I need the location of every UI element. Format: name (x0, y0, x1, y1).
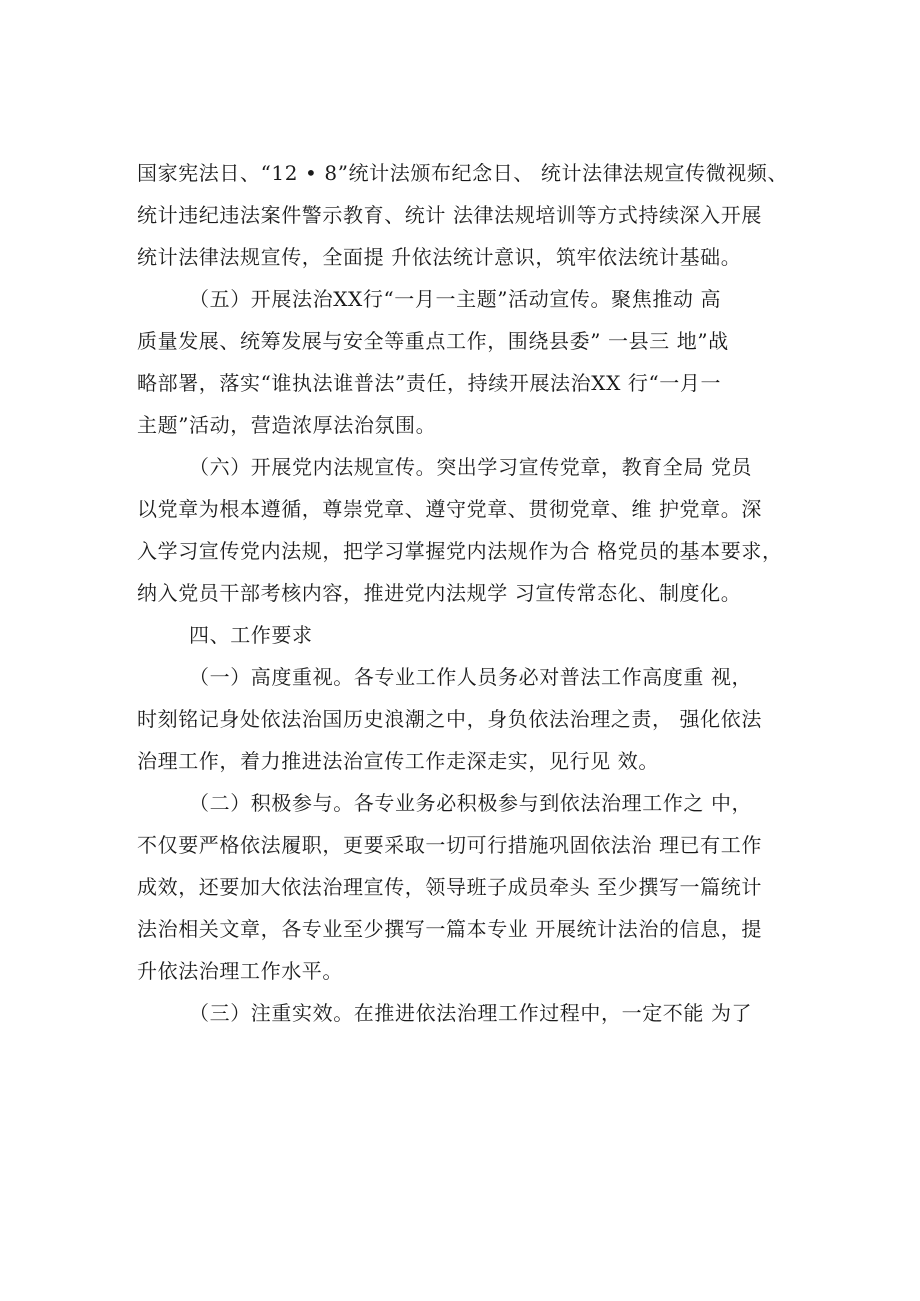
section-heading-work-requirements: 四、工作要求 (189, 623, 313, 647)
body-line: 时刻铭记身处依法治国历史浪潮之中，身负依法治理之责， 强化依法 (137, 707, 762, 731)
body-line: 不仅要严格依法履职，更要采取一切可行措施巩固依法治 理已有工作 (137, 833, 762, 857)
requirement-1-line: （一）高度重视。各专业工作人员务必对普法工作高度重 视， (189, 665, 753, 689)
body-line: 质量发展、统筹发展与安全等重点工作，围绕县委” 一县三 地”战 (137, 329, 729, 353)
body-line: 国家宪法日、“12 • 8”统计法颁布纪念日、 统计法律法规宣传微视频、 (137, 161, 789, 185)
body-line: 略部署，落实“谁执法谁普法”责任，持续开展法治XX 行“一月一 (137, 371, 722, 395)
body-line: 入学习宣传党内法规，把学习掌握党内法规作为合 格党员的基本要求， (137, 539, 783, 563)
section-5-heading-line: （五）开展法治XX行“一月一主题”活动宣传。聚焦推动 高 (189, 287, 722, 311)
body-line: 统计法律法规宣传，全面提 升依法统计意识，筑牢依法统计基础。 (137, 245, 742, 269)
requirement-2-line: （二）积极参与。各专业务必积极参与到依法治理工作之 中， (189, 791, 753, 815)
body-line: 法治相关文章，各专业至少撰写一篇本专业 开展统计法治的信息，提 (137, 917, 762, 941)
body-line: 升依法治理工作水平。 (137, 959, 343, 983)
body-line: 统计违纪违法案件警示教育、统计 法律法规培训等方式持续深入开展 (137, 203, 762, 227)
body-line: 主题”活动，营造浓厚法治氛围。 (137, 413, 437, 437)
requirement-3-line: （三）注重实效。在推进依法治理工作过程中，一定不能 为了 (189, 1001, 753, 1025)
body-line: 治理工作，着力推进法治宣传工作走深走实，见行见 效。 (137, 749, 659, 773)
document-body (137, 152, 797, 1034)
body-line: 以党章为根本遵循，尊崇党章、遵守党章、贯彻党章、维 护党章。深 (137, 497, 762, 521)
body-line: 纳入党员干部考核内容，推进党内法规学 习宣传常态化、制度化。 (137, 581, 742, 605)
body-line: 成效，还要加大依法治理宣传，领导班子成员牵头 至少撰写一篇统计 (137, 875, 762, 899)
section-6-heading-line: （六）开展党内法规宣传。突出学习宣传党章，教育全局 党员 (189, 455, 753, 479)
